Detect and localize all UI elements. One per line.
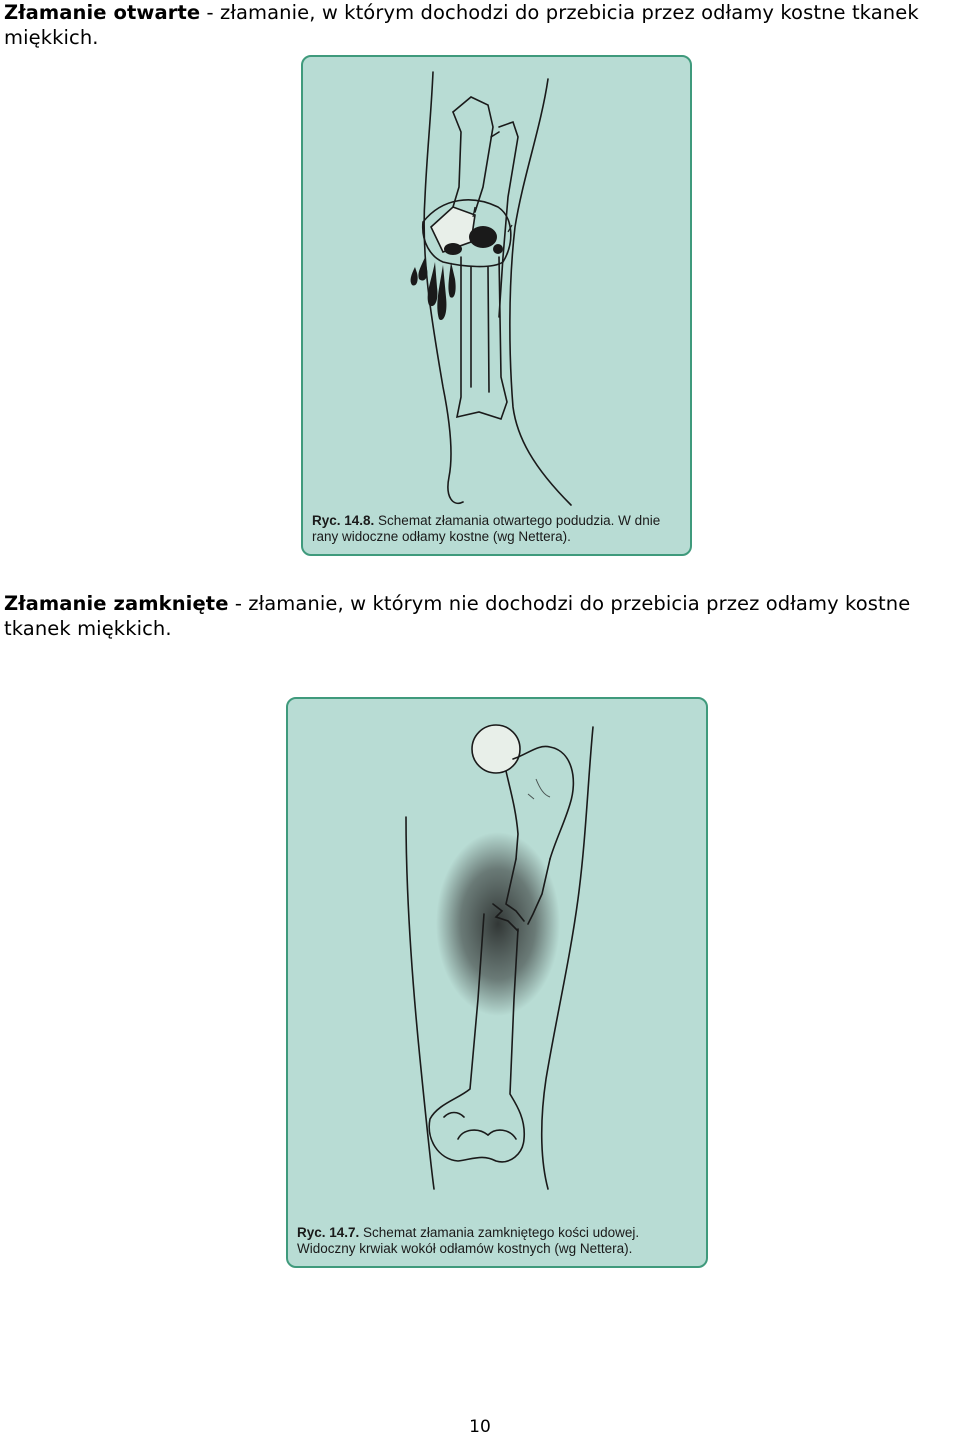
closed-fracture-text: - złamanie, w którym nie dochodzi do przebicia przez odłamy kostne tkanek miękkich.: [4, 592, 911, 640]
closed-fracture-figure: [286, 697, 708, 1268]
closed-fracture-illustration: [288, 699, 706, 1266]
open-fracture-illustration: [303, 57, 690, 554]
closed-fracture-caption-number: Ryc. 14.7.: [297, 1225, 360, 1240]
closed-fracture-caption-text: Schemat złamania zamkniętego kości udowej. Widoczny krwiak wokół odłamów kostnych (wg Nettera).: [297, 1225, 640, 1256]
open-fracture-definition: [4, 0, 956, 50]
open-fracture-figure: [301, 55, 692, 556]
closed-fracture-definition: [4, 591, 956, 641]
open-fracture-caption-number: Ryc. 14.8.: [312, 513, 375, 528]
open-fracture-term: Złamanie otwarte: [4, 1, 201, 24]
open-fracture-text: - złamanie, w którym dochodzi do przebicia przez odłamy kostne tkanek miękkich.: [4, 1, 919, 49]
closed-fracture-caption: [297, 1225, 699, 1257]
page-number: 10: [469, 1417, 491, 1437]
open-fracture-caption: [312, 513, 684, 545]
closed-fracture-term: Złamanie zamknięte: [4, 592, 229, 615]
open-fracture-caption-text: Schemat złamania otwartego podudzia. W dnie rany widoczne odłamy kostne (wg Nettera).: [312, 513, 661, 544]
